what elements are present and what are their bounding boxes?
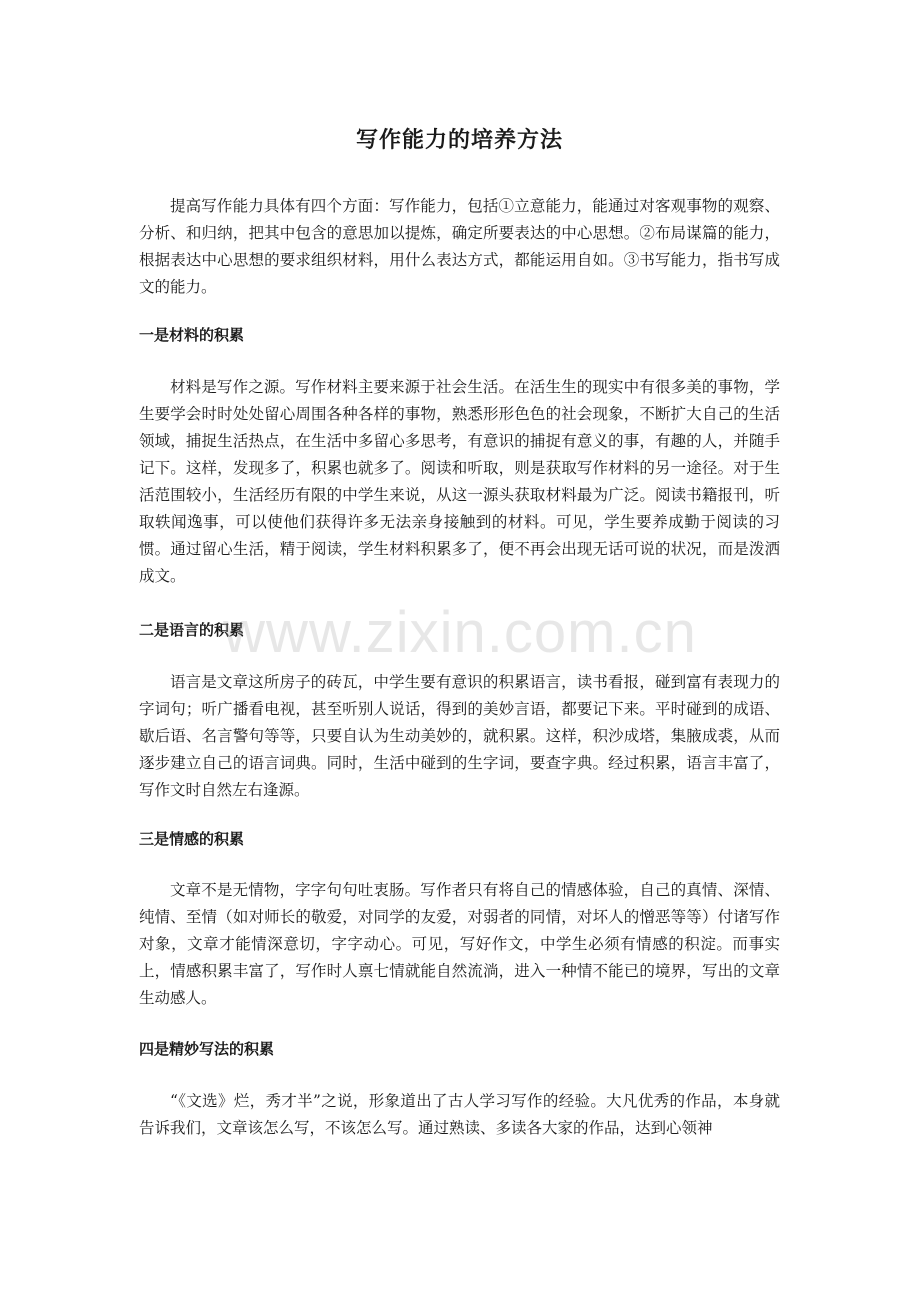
intro-paragraph: 提高写作能力具体有四个方面：写作能力，包括①立意能力，能通过对客观事物的观察、分析、和归纳，把其中包含的意思加以提炼，确定所要表达的中心思想。②布局谋篇的能力，根据表达中心思想的要求组织材料，用什么表达方式，都能运用自如。③书写能力，指书写成文的能力。 xyxy=(139,197,780,296)
section-heading-language: 二是语言的积累 xyxy=(139,621,245,639)
section-heading-materials: 一是材料的积累 xyxy=(139,326,245,344)
section-heading-emotion: 三是情感的积累 xyxy=(139,830,245,848)
section-body-language: 语言是文章这所房子的砖瓦，中学生要有意识的积累语言，读书看报，碰到富有表现力的字词句；听广播看电视，甚至听别人说话，得到的美妙言语，都要记下来。平时碰到的成语、歇后语、名言警句等等，只要自认为生动美妙的，就积累。这样，积沙成塔，集腋成裘，从而逐步建立自己的语言词典。同时，生活中碰到的生字词，要查字典。经过积累，语言丰富了，写作文时自然左右逢源。 xyxy=(139,673,780,799)
section-heading-technique: 四是精妙写法的积累 xyxy=(139,1040,275,1058)
watermark-text: www.zixin.com.cn xyxy=(223,600,697,665)
section-body-technique: “《文选》烂，秀才半”之说，形象道出了古人学习写作的经验。大凡优秀的作品，本身就告诉我们，文章该怎么写，不该怎么写。通过熟读、多读各大家的作品，达到心领神 xyxy=(139,1092,780,1137)
document-title: 写作能力的培养方法 xyxy=(355,127,563,153)
section-body-materials: 材料是写作之源。写作材料主要来源于社会生活。在活生生的现实中有很多美的事物，学生要学会时时处处留心周围各种各样的事物，熟悉形形色色的社会现象，不断扩大自己的生活领域，捕捉生活热点，在生活中多留心多思考，有意识的捕捉有意义的事，有趣的人，并随手记下。这样，发现多了，积累也就多了。阅读和听取，则是获取写作材料的另一途径。对于生活范围较小，生活经历有限的中学生来说，从这一源头获取材料最为广泛。阅读书籍报刊，听取轶闻逸事，可以使他们获得许多无法亲身接触到的材料。可见，学生要养成勤于阅读的习惯。通过留心生活，精于阅读，学生材料积累多了，便不再会出现无话可说的状况，而是泼洒成文。 xyxy=(139,378,780,585)
section-body-emotion: 文章不是无情物，字字句句吐衷肠。写作者只有将自己的情感体验，自己的真情、深情、纯情、至情（如对师长的敬爱，对同学的友爱，对弱者的同情，对坏人的憎恶等等）付诸写作对象，文章才能情深意切，字字动心。可见，写好作文，中学生必须有情感的积淀。而事实上，情感积累丰富了，写作时人禀七情就能自然流淌，进入一种情不能已的境界，写出的文章生动感人。 xyxy=(139,881,780,1007)
